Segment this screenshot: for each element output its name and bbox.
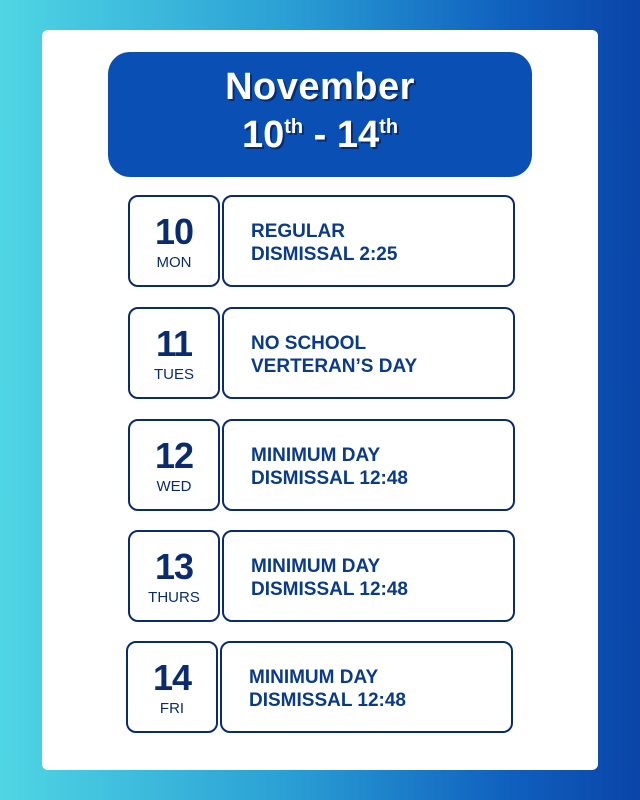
day-of-week: MON bbox=[156, 254, 192, 271]
event-line-2: DISMISSAL 12:48 bbox=[251, 468, 408, 489]
event-box bbox=[222, 195, 515, 287]
day-row-wed bbox=[0, 419, 640, 514]
day-of-week: WED bbox=[156, 478, 192, 495]
event-line-2: VERTERAN’S DAY bbox=[251, 356, 418, 377]
day-box bbox=[128, 530, 220, 622]
event-line-1: MINIMUM DAY bbox=[251, 556, 381, 577]
event-line-2: DISMISSAL 12:48 bbox=[251, 579, 408, 600]
day-of-week: FRI bbox=[159, 700, 185, 717]
month-title: November bbox=[225, 66, 415, 108]
day-row-mon bbox=[0, 195, 640, 290]
day-box bbox=[128, 419, 220, 511]
day-row-thurs bbox=[0, 530, 640, 625]
day-number: 10 bbox=[154, 211, 194, 252]
event-line-1: NO SCHOOL bbox=[251, 333, 367, 354]
end-day: 14 bbox=[336, 114, 380, 156]
event-box bbox=[220, 641, 513, 733]
day-row-tues bbox=[0, 307, 640, 402]
day-row-fri bbox=[0, 641, 640, 736]
event-box bbox=[222, 419, 515, 511]
event-line-1: REGULAR bbox=[251, 221, 345, 242]
date-range bbox=[108, 114, 532, 157]
day-number: 14 bbox=[152, 657, 192, 698]
start-suffix: th bbox=[284, 116, 304, 138]
event-line-2: DISMISSAL 2:25 bbox=[251, 244, 398, 265]
event-box bbox=[222, 307, 515, 399]
event-line-1: MINIMUM DAY bbox=[249, 667, 379, 688]
week-header bbox=[108, 52, 532, 177]
event-line-2: DISMISSAL 12:48 bbox=[249, 690, 406, 711]
range-separator: - bbox=[313, 114, 327, 156]
start-day: 10 bbox=[241, 114, 285, 156]
day-number: 12 bbox=[154, 435, 194, 476]
end-suffix: th bbox=[379, 116, 399, 138]
day-of-week: THURS bbox=[148, 589, 200, 606]
event-line-1: MINIMUM DAY bbox=[251, 445, 381, 466]
day-box bbox=[128, 195, 220, 287]
day-box bbox=[128, 307, 220, 399]
day-number: 13 bbox=[154, 546, 194, 587]
event-box bbox=[222, 530, 515, 622]
day-of-week: TUES bbox=[153, 366, 194, 383]
day-number: 11 bbox=[155, 323, 193, 364]
day-box bbox=[126, 641, 218, 733]
